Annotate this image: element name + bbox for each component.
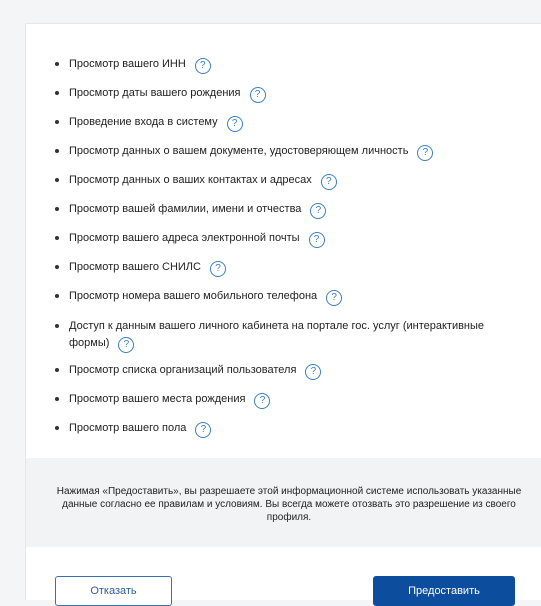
bullet-icon [55, 120, 59, 124]
help-icon[interactable]: ? [321, 174, 337, 190]
bullet-icon [55, 178, 59, 182]
decline-button[interactable]: Отказать [55, 576, 172, 606]
permission-label: Просмотр номера вашего мобильного телефона [69, 290, 318, 302]
help-icon[interactable]: ? [309, 232, 325, 248]
help-icon[interactable]: ? [250, 87, 266, 103]
permission-label: Просмотр даты вашего рождения [69, 87, 241, 99]
permission-label: Просмотр вашего пола [69, 422, 187, 434]
help-icon[interactable]: ? [417, 145, 433, 161]
consent-card [25, 23, 541, 600]
help-icon[interactable]: ? [254, 393, 270, 409]
permission-label: Просмотр вашего места рождения [69, 393, 246, 405]
help-icon[interactable]: ? [326, 290, 342, 306]
help-icon[interactable]: ? [210, 261, 226, 277]
bullet-icon [55, 207, 59, 211]
help-icon[interactable]: ? [227, 116, 243, 132]
help-icon[interactable]: ? [195, 58, 211, 74]
bullet-icon [55, 426, 59, 430]
permission-label: Просмотр вашего адреса электронной почты [69, 232, 300, 244]
help-icon[interactable]: ? [195, 422, 211, 438]
bullet-icon [55, 368, 59, 372]
permission-label: Просмотр списка организаций пользователя [69, 364, 297, 376]
grant-button[interactable]: Предоставить [373, 576, 515, 606]
help-icon[interactable]: ? [118, 337, 134, 353]
permission-label: Проведение входа в систему [69, 116, 218, 128]
bullet-icon [55, 149, 59, 153]
bullet-icon [55, 236, 59, 240]
permission-label: Просмотр данных о вашем документе, удостоверяющем личность [69, 145, 409, 157]
permission-label: Просмотр вашей фамилии, имени и отчества [69, 203, 302, 215]
bullet-icon [55, 324, 59, 328]
bullet-icon [55, 91, 59, 95]
consent-notice [26, 458, 541, 547]
permission-label: Доступ к данным вашего личного кабинета на портале гос. услуг (интерактивные формы) [69, 320, 485, 349]
permission-label: Просмотр вашего СНИЛС [69, 261, 201, 273]
permission-label: Просмотр вашего ИНН [69, 58, 186, 70]
notice-text: Нажимая «Предоставить», вы разрешаете этой информационной системе использовать указанные данные согласно ее правилам и условиям. Вы всегда можете отозвать это разрешение из своего профиля. [56, 486, 522, 523]
bullet-icon [55, 397, 59, 401]
help-icon[interactable]: ? [305, 364, 321, 380]
bullet-icon [55, 294, 59, 298]
bullet-icon [55, 62, 59, 66]
permission-label: Просмотр данных о ваших контактах и адресах [69, 174, 312, 186]
help-icon[interactable]: ? [310, 203, 326, 219]
bullet-icon [55, 265, 59, 269]
